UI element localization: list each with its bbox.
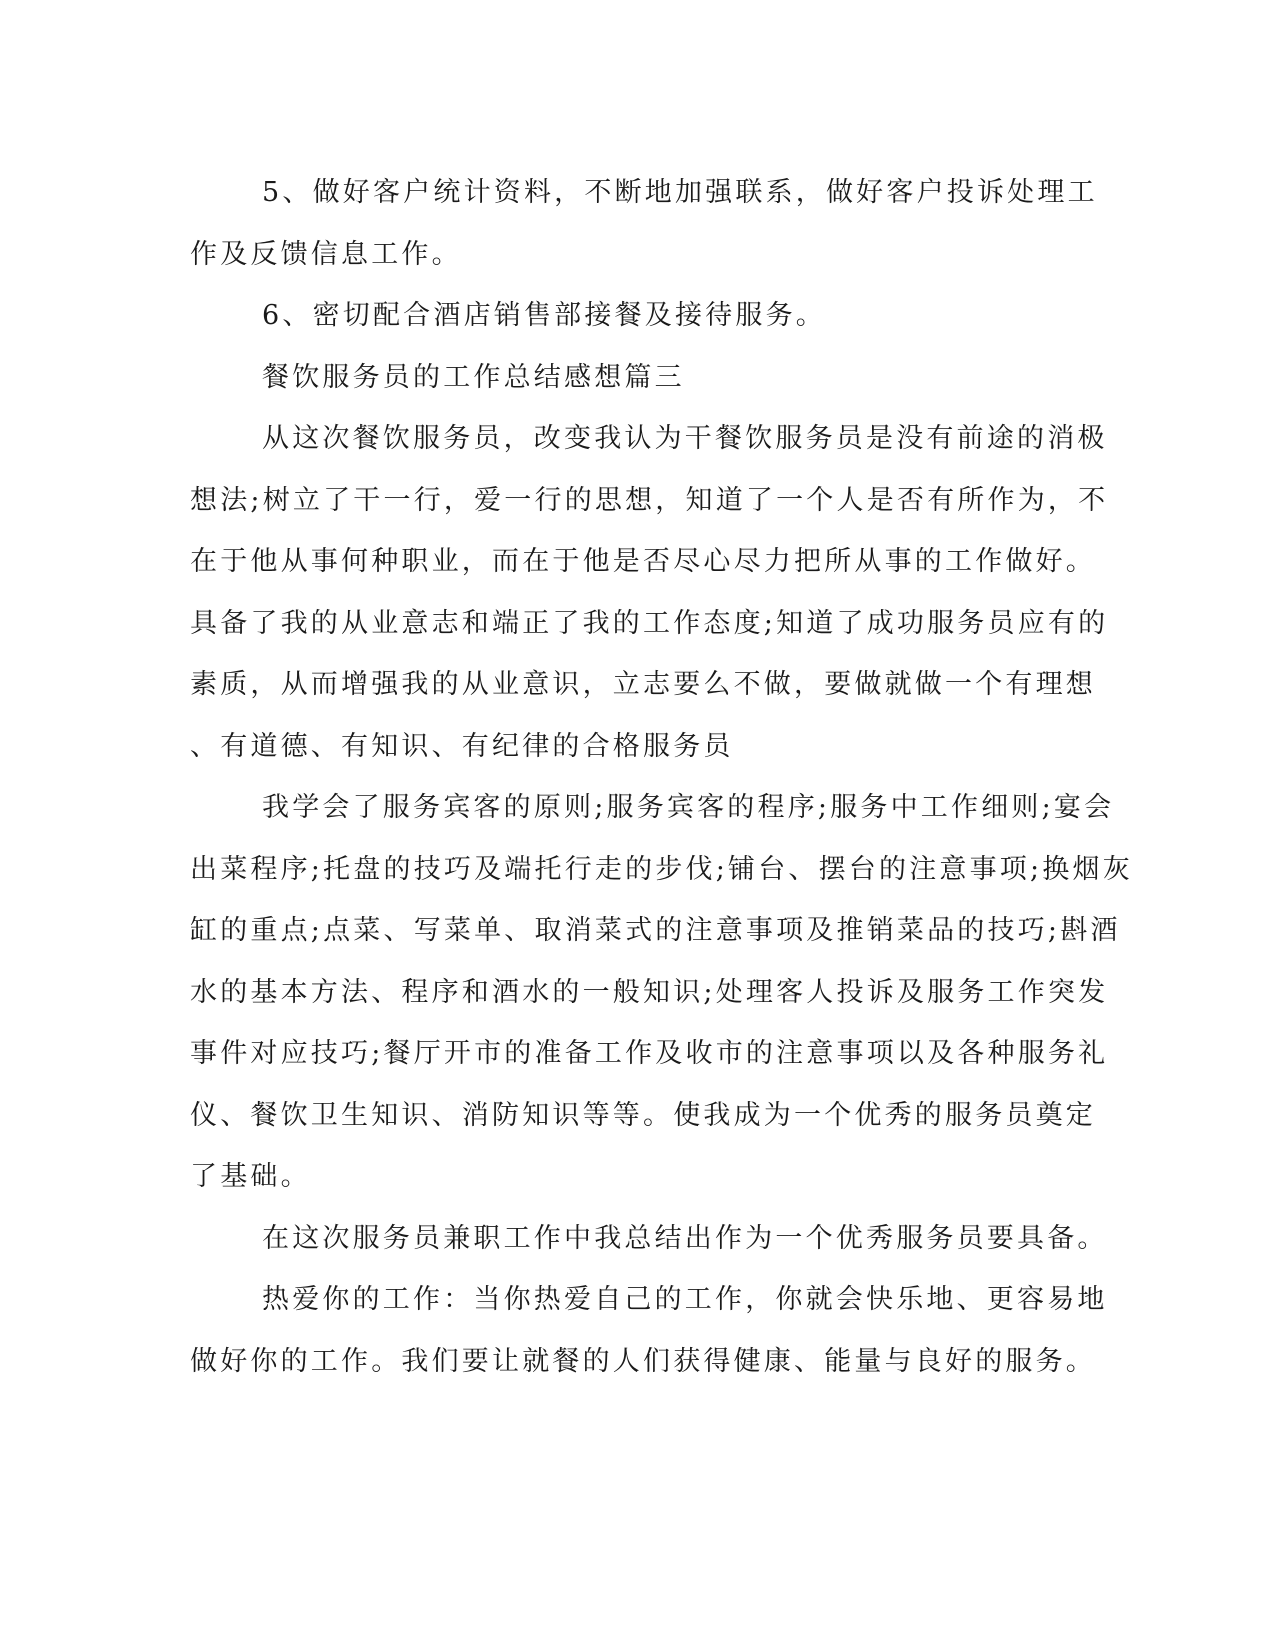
paragraph-line: 素质，从而增强我的从业意识，立志要么不做，要做就做一个有理想 xyxy=(190,669,1096,700)
paragraph-line: 从这次餐饮服务员，改变我认为干餐饮服务员是没有前途的消极 xyxy=(262,423,1108,454)
paragraph-line: 、有道德、有知识、有纪律的合格服务员 xyxy=(190,730,734,762)
paragraph-line: 我学会了服务宾客的原则;服务宾客的程序;服务中工作细则;宴会 xyxy=(262,792,1115,823)
paragraph-line: 出菜程序;托盘的技巧及端托行走的步伐;铺台、摆台的注意事项;换烟灰 xyxy=(190,853,1133,885)
paragraph-line: 想法;树立了干一行，爱一行的思想，知道了一个人是否有所作为，不 xyxy=(190,484,1109,516)
paragraph-line: 在这次服务员兼职工作中我总结出作为一个优秀服务员要具备。 xyxy=(262,1222,1108,1254)
paragraph-line: 6、密切配合酒店销售部接餐及接待服务。 xyxy=(262,300,826,331)
paragraph-line: 事件对应技巧;餐厅开市的准备工作及收市的注意事项以及各种服务礼 xyxy=(190,1038,1109,1069)
paragraph-line: 5、做好客户统计资料，不断地加强联系，做好客户投诉处理工 xyxy=(262,177,1098,208)
paragraph-line: 做好你的工作。我们要让就餐的人们获得健康、能量与良好的服务。 xyxy=(190,1345,1096,1377)
section-heading: 餐饮服务员的工作总结感想篇三 xyxy=(262,361,685,393)
paragraph-line: 具备了我的从业意志和端正了我的工作态度;知道了成功服务员应有的 xyxy=(190,607,1109,639)
paragraph-line: 缸的重点;点菜、写菜单、取消菜式的注意事项及推销菜品的技巧;斟酒 xyxy=(190,915,1121,946)
paragraph-line: 在于他从事何种职业，而在于他是否尽心尽力把所从事的工作做好。 xyxy=(190,546,1096,577)
paragraph-line: 了基础。 xyxy=(190,1161,311,1192)
paragraph-line: 水的基本方法、程序和酒水的一般知识;处理客人投诉及服务工作突发 xyxy=(190,976,1109,1008)
paragraph-line: 仪、餐饮卫生知识、消防知识等等。使我成为一个优秀的服务员奠定 xyxy=(190,1099,1096,1131)
document-body xyxy=(190,162,1133,1392)
paragraph-line: 热爱你的工作：当你热爱自己的工作，你就会快乐地、更容易地 xyxy=(262,1284,1108,1315)
paragraph-line: 作及反馈信息工作。 xyxy=(190,238,462,270)
